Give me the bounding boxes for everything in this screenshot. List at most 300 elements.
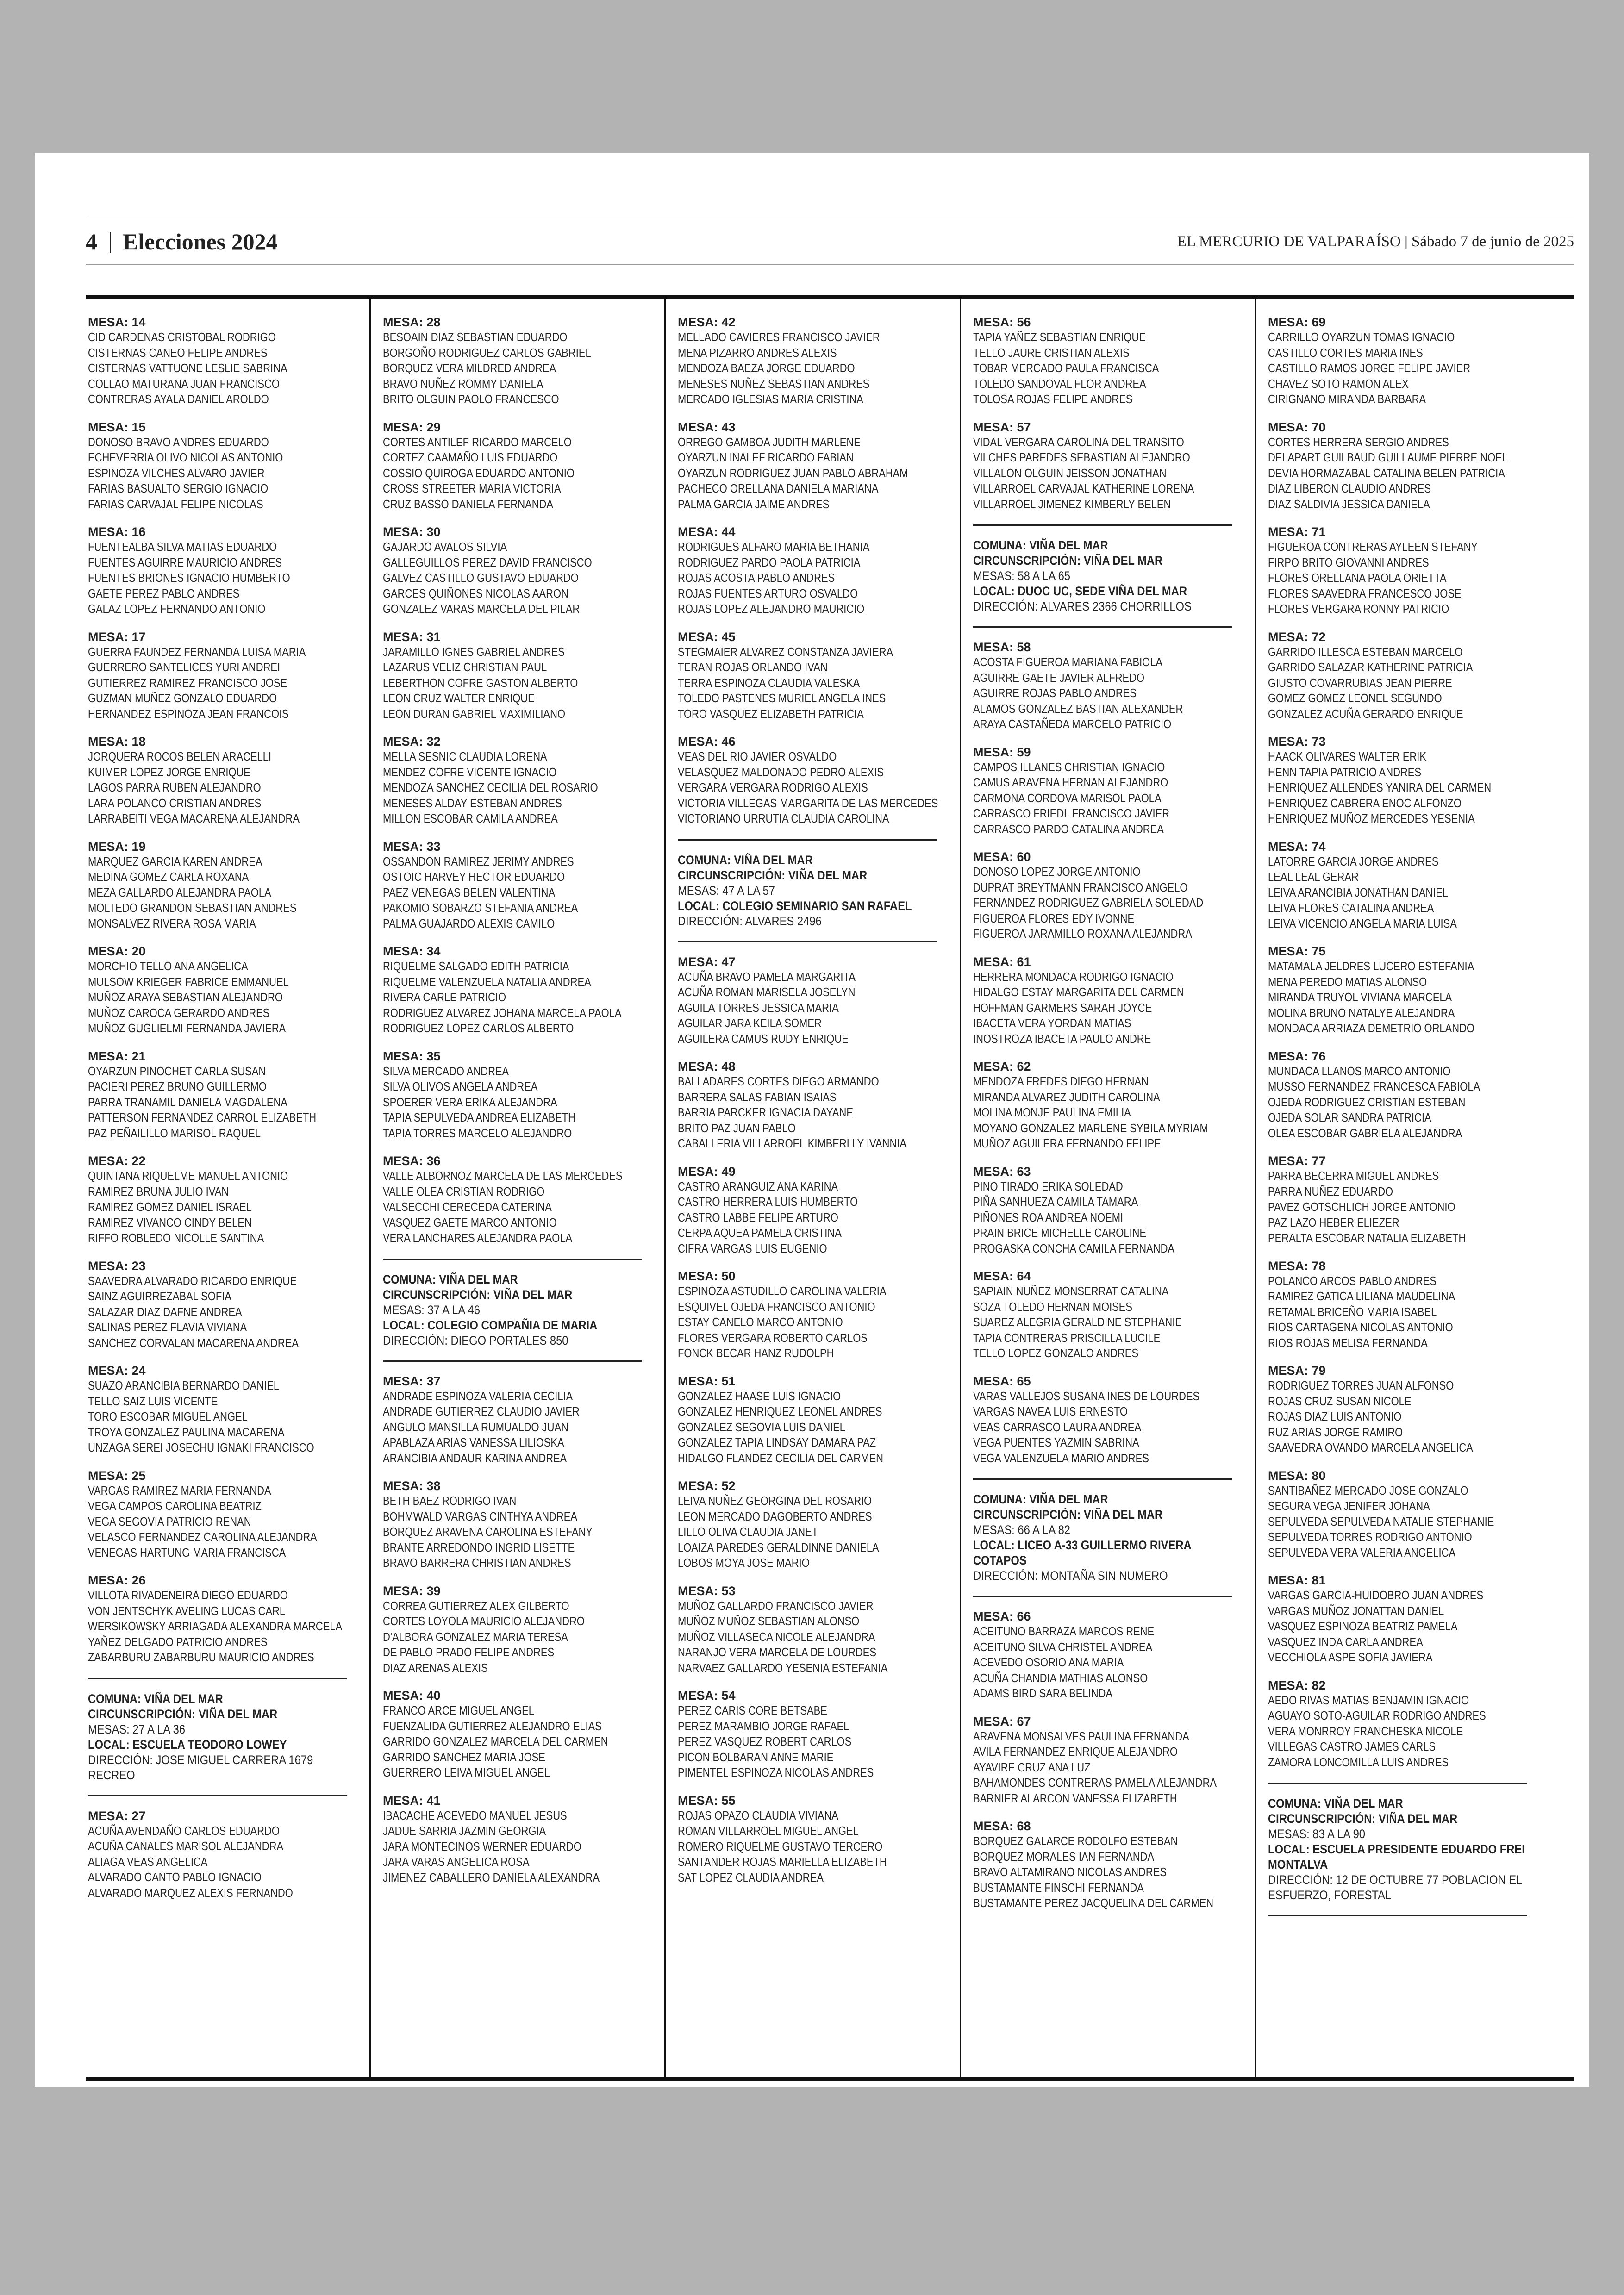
member-name: DE PABLO PRADO FELIPE ANDRES bbox=[383, 1646, 555, 1659]
member-name: HERRERA MONDACA RODRIGO IGNACIO bbox=[973, 970, 1174, 984]
member-name: FUENZALIDA GUTIERREZ ALEJANDRO ELIAS bbox=[383, 1720, 602, 1733]
member-name: COLLAO MATURANA JUAN FRANCISCO bbox=[88, 377, 280, 391]
member-name: CASTRO ARANGUIZ ANA KARINA bbox=[678, 1180, 838, 1193]
member-name: FONCK BECAR HANZ RUDOLPH bbox=[678, 1347, 834, 1360]
member-name: RAMIREZ GOMEZ DANIEL ISRAEL bbox=[88, 1201, 252, 1214]
mesa-block bbox=[88, 734, 361, 827]
newspaper-page bbox=[35, 153, 1589, 2087]
member-name: GAETE PEREZ PABLO ANDRES bbox=[88, 587, 240, 600]
circunscripcion-line: CIRCUNSCRIPCIÓN: VIÑA DEL MAR bbox=[88, 1707, 278, 1721]
polling-place-block bbox=[88, 1691, 361, 1783]
member-name: MUÑOZ MUÑOZ SEBASTIAN ALONSO bbox=[678, 1615, 860, 1628]
member-name: ROJAS DIAZ LUIS ANTONIO bbox=[1268, 1410, 1402, 1423]
member-name: ACUÑA CANALES MARISOL ALEJANDRA bbox=[88, 1840, 284, 1853]
mesa-block bbox=[383, 1049, 656, 1142]
local-line: LOCAL: COLEGIO COMPAÑIA DE MARIA bbox=[383, 1318, 598, 1332]
member-name: BORQUEZ VERA MILDRED ANDREA bbox=[383, 362, 556, 375]
mesa-title: MESA: 77 bbox=[1268, 1154, 1326, 1168]
member-name: HENN TAPIA PATRICIO ANDRES bbox=[1268, 766, 1422, 779]
member-name: CERPA AQUEA PAMELA CRISTINA bbox=[678, 1227, 842, 1240]
mesa-title: MESA: 66 bbox=[973, 1609, 1031, 1623]
mesa-block bbox=[383, 1688, 656, 1781]
polling-place-block bbox=[678, 853, 951, 929]
mesa-block bbox=[383, 1374, 656, 1467]
direccion-line: DIRECCIÓN: ALVARES 2366 CHORRILLOS bbox=[973, 599, 1192, 613]
mesa-title: MESA: 22 bbox=[88, 1154, 146, 1168]
member-name: FLORES VERGARA ROBERTO CARLOS bbox=[678, 1331, 868, 1345]
member-name: PIÑONES ROA ANDREA NOEMI bbox=[973, 1211, 1124, 1224]
member-name: MATAMALA JELDRES LUCERO ESTEFANIA bbox=[1268, 960, 1474, 973]
member-name: INOSTROZA IBACETA PAULO ANDRE bbox=[973, 1032, 1151, 1046]
member-name: SEPULVEDA SEPULVEDA NATALIE STEPHANIE bbox=[1268, 1515, 1494, 1528]
member-name: ACUÑA CHANDIA MATHIAS ALONSO bbox=[973, 1671, 1148, 1685]
member-name: BORGOÑO RODRIGUEZ CARLOS GABRIEL bbox=[383, 346, 591, 360]
member-name: RIOS ROJAS MELISA FERNANDA bbox=[1268, 1336, 1428, 1350]
member-name: ORREGO GAMBOA JUDITH MARLENE bbox=[678, 436, 861, 449]
member-name: GARRIDO SALAZAR KATHERINE PATRICIA bbox=[1268, 661, 1473, 674]
comuna-rule-bottom bbox=[88, 1795, 347, 1796]
member-name: GONZALEZ SEGOVIA LUIS DANIEL bbox=[678, 1421, 845, 1434]
mesa-title: MESA: 26 bbox=[88, 1573, 146, 1587]
member-name: ZABARBURU ZABARBURU MAURICIO ANDRES bbox=[88, 1651, 314, 1664]
mesa-title: MESA: 53 bbox=[678, 1584, 736, 1598]
polling-place-block bbox=[973, 1492, 1246, 1584]
mesa-title: MESA: 64 bbox=[973, 1269, 1031, 1283]
member-name: OYARZUN RODRIGUEZ JUAN PABLO ABRAHAM bbox=[678, 467, 908, 480]
member-name: GONZALEZ ACUÑA GERARDO ENRIQUE bbox=[1268, 707, 1463, 721]
member-name: MUÑOZ GALLARDO FRANCISCO JAVIER bbox=[678, 1599, 874, 1613]
mesa-title: MESA: 36 bbox=[383, 1154, 441, 1168]
mesa-title: MESA: 32 bbox=[383, 735, 441, 748]
polling-place-block bbox=[1268, 1796, 1541, 1903]
member-name: CISTERNAS VATTUONE LESLIE SABRINA bbox=[88, 362, 287, 375]
member-name: D'ALBORA GONZALEZ MARIA TERESA bbox=[383, 1630, 568, 1644]
mesa-block bbox=[1268, 1259, 1541, 1352]
member-name: ACEITUNO SILVA CHRISTEL ANDREA bbox=[973, 1640, 1153, 1654]
member-name: GUZMAN MUÑEZ GONZALO EDUARDO bbox=[88, 692, 277, 705]
member-name: VALLE ALBORNOZ MARCELA DE LAS MERCEDES bbox=[383, 1170, 623, 1183]
member-name: VARGAS NAVEA LUIS ERNESTO bbox=[973, 1405, 1128, 1418]
mesa-title: MESA: 19 bbox=[88, 839, 146, 854]
member-name: CASTRO HERRERA LUIS HUMBERTO bbox=[678, 1196, 858, 1209]
member-name: PATTERSON FERNANDEZ CARROL ELIZABETH bbox=[88, 1111, 317, 1124]
mesa-title: MESA: 70 bbox=[1268, 420, 1326, 434]
member-name: GOMEZ GOMEZ LEONEL SEGUNDO bbox=[1268, 692, 1442, 705]
member-name: VELASQUEZ MALDONADO PEDRO ALEXIS bbox=[678, 766, 884, 779]
member-name: AGUIRRE ROJAS PABLO ANDRES bbox=[973, 687, 1137, 700]
mesa-title: MESA: 76 bbox=[1268, 1049, 1326, 1063]
member-name: VEAS DEL RIO JAVIER OSVALDO bbox=[678, 750, 837, 763]
member-name: CARMONA CORDOVA MARISOL PAOLA bbox=[973, 792, 1162, 805]
mesa-block bbox=[973, 954, 1246, 1048]
member-name: MEDINA GOMEZ CARLA ROXANA bbox=[88, 871, 249, 884]
member-name: VASQUEZ ESPINOZA BEATRIZ PAMELA bbox=[1268, 1620, 1458, 1633]
mesa-block bbox=[678, 420, 951, 513]
mesa-title: MESA: 51 bbox=[678, 1374, 736, 1388]
member-name: DIAZ SALDIVIA JESSICA DANIELA bbox=[1268, 498, 1430, 511]
column-divider bbox=[664, 299, 666, 2078]
mesa-block bbox=[973, 420, 1246, 513]
member-name: ACUÑA BRAVO PAMELA MARGARITA bbox=[678, 970, 856, 984]
member-name: CID CARDENAS CRISTOBAL RODRIGO bbox=[88, 331, 276, 344]
comuna-rule-top bbox=[383, 1259, 642, 1260]
mesa-title: MESA: 65 bbox=[973, 1374, 1031, 1388]
direccion-line: DIRECCIÓN: DIEGO PORTALES 850 bbox=[383, 1333, 568, 1347]
mesa-title: MESA: 42 bbox=[678, 315, 736, 329]
member-name: RAMIREZ BRUNA JULIO IVAN bbox=[88, 1185, 229, 1198]
member-name: VALSECCHI CERECEDA CATERINA bbox=[383, 1201, 552, 1214]
member-name: ROJAS ACOSTA PABLO ANDRES bbox=[678, 572, 835, 585]
member-name: VILLARROEL CARVAJAL KATHERINE LORENA bbox=[973, 482, 1194, 495]
direccion-line: DIRECCIÓN: JOSE MIGUEL CARRERA 1679 RECREO bbox=[88, 1752, 313, 1782]
mesa-block bbox=[1268, 1468, 1541, 1561]
mesa-block bbox=[88, 944, 361, 1037]
member-name: MOLINA BRUNO NATALYE ALEJANDRA bbox=[1268, 1006, 1455, 1020]
member-name: SEPULVEDA TORRES RODRIGO ANTONIO bbox=[1268, 1531, 1472, 1544]
mesa-title: MESA: 72 bbox=[1268, 630, 1326, 644]
comuna-rule-top bbox=[973, 1478, 1232, 1480]
member-name: ROJAS FUENTES ARTURO OSVALDO bbox=[678, 587, 858, 600]
mesa-block bbox=[1268, 630, 1541, 723]
member-name: AEDO RIVAS MATIAS BENJAMIN IGNACIO bbox=[1268, 1694, 1469, 1707]
member-name: SAAVEDRA OVANDO MARCELA ANGELICA bbox=[1268, 1441, 1473, 1454]
member-name: CARRILLO OYARZUN TOMAS IGNACIO bbox=[1268, 331, 1455, 344]
member-name: MOLTEDO GRANDON SEBASTIAN ANDRES bbox=[88, 902, 297, 915]
column-3 bbox=[678, 315, 951, 2069]
member-name: MUÑOZ CAROCA GERARDO ANDRES bbox=[88, 1006, 270, 1020]
member-name: TERAN ROJAS ORLANDO IVAN bbox=[678, 661, 828, 674]
mesa-block bbox=[88, 1259, 361, 1352]
member-name: IBACACHE ACEVEDO MANUEL JESUS bbox=[383, 1809, 567, 1822]
member-name: MIRANDA TRUYOL VIVIANA MARCELA bbox=[1268, 991, 1452, 1004]
member-name: BARNIER ALARCON VANESSA ELIZABETH bbox=[973, 1792, 1177, 1805]
mesa-block bbox=[88, 630, 361, 723]
member-name: ACEITUNO BARRAZA MARCOS RENE bbox=[973, 1625, 1155, 1638]
member-name: RUZ ARIAS JORGE RAMIRO bbox=[1268, 1426, 1403, 1439]
member-name: GARRIDO ILLESCA ESTEBAN MARCELO bbox=[1268, 645, 1463, 659]
member-name: MUNDACA LLANOS MARCO ANTONIO bbox=[1268, 1065, 1451, 1078]
section-title: Elecciones 2024 bbox=[123, 229, 278, 255]
member-name: BRITO OLGUIN PAOLO FRANCESCO bbox=[383, 393, 559, 406]
member-name: NARVAEZ GALLARDO YESENIA ESTEFANIA bbox=[678, 1661, 888, 1675]
member-name: ADAMS BIRD SARA BELINDA bbox=[973, 1687, 1113, 1700]
member-name: LEBERTHON COFRE GASTON ALBERTO bbox=[383, 676, 578, 690]
member-name: OSSANDON RAMIREZ JERIMY ANDRES bbox=[383, 855, 574, 868]
member-name: JORQUERA ROCOS BELEN ARACELLI bbox=[88, 750, 272, 763]
member-name: ESPINOZA VILCHES ALVARO JAVIER bbox=[88, 467, 265, 480]
member-name: BORQUEZ GALARCE RODOLFO ESTEBAN bbox=[973, 1835, 1178, 1848]
member-name: FIGUEROA CONTRERAS AYLEEN STEFANY bbox=[1268, 541, 1478, 554]
member-name: SAAVEDRA ALVARADO RICARDO ENRIQUE bbox=[88, 1274, 297, 1288]
member-name: MUÑOZ VILLASECA NICOLE ALEJANDRA bbox=[678, 1630, 875, 1644]
direccion-line: DIRECCIÓN: 12 DE OCTUBRE 77 POBLACION EL ESFUERZO, FORESTAL bbox=[1268, 1873, 1522, 1902]
member-name: JIMENEZ CABALLERO DANIELA ALEXANDRA bbox=[383, 1871, 600, 1884]
member-name: ESQUIVEL OJEDA FRANCISCO ANTONIO bbox=[678, 1300, 875, 1314]
member-name: VILLOTA RIVADENEIRA DIEGO EDUARDO bbox=[88, 1589, 288, 1602]
member-name: BRITO PAZ JUAN PABLO bbox=[678, 1122, 796, 1135]
member-name: BRAVO BARRERA CHRISTIAN ANDRES bbox=[383, 1557, 571, 1570]
member-name: TERRA ESPINOZA CLAUDIA VALESKA bbox=[678, 676, 860, 690]
column-divider bbox=[1255, 299, 1256, 2078]
mesa-block bbox=[973, 1374, 1246, 1467]
member-name: GUTIERREZ RAMIREZ FRANCISCO JOSE bbox=[88, 676, 287, 690]
mesa-title: MESA: 30 bbox=[383, 525, 441, 539]
comuna-rule-bottom bbox=[678, 941, 937, 942]
direccion-line: DIRECCIÓN: MONTAÑA SIN NUMERO bbox=[973, 1569, 1168, 1583]
member-name: GUERRERO LEIVA MIGUEL ANGEL bbox=[383, 1766, 550, 1779]
circunscripcion-line: CIRCUNSCRIPCIÓN: VIÑA DEL MAR bbox=[383, 1287, 573, 1302]
mesa-title: MESA: 78 bbox=[1268, 1259, 1326, 1273]
member-name: HIDALGO FLANDEZ CECILIA DEL CARMEN bbox=[678, 1452, 883, 1465]
member-name: RIOS CARTAGENA NICOLAS ANTONIO bbox=[1268, 1321, 1453, 1334]
member-name: PAEZ VENEGAS BELEN VALENTINA bbox=[383, 886, 556, 899]
member-name: CORTEZ CAAMAÑO LUIS EDUARDO bbox=[383, 451, 558, 464]
member-name: TELLO JAURE CRISTIAN ALEXIS bbox=[973, 346, 1130, 360]
member-name: VERA LANCHARES ALEJANDRA PAOLA bbox=[383, 1232, 573, 1245]
comuna-line: COMUNA: VIÑA DEL MAR bbox=[973, 538, 1108, 552]
member-name: RODRIGUES ALFARO MARIA BETHANIA bbox=[678, 541, 870, 554]
member-name: PEREZ CARIS CORE BETSABE bbox=[678, 1704, 827, 1717]
member-name: MONDACA ARRIAZA DEMETRIO ORLANDO bbox=[1268, 1022, 1474, 1035]
member-name: FARIAS BASUALTO SERGIO IGNACIO bbox=[88, 482, 269, 495]
member-name: RETAMAL BRICEÑO MARIA ISABEL bbox=[1268, 1305, 1437, 1319]
member-name: LEIVA FLORES CATALINA ANDREA bbox=[1268, 902, 1434, 915]
mesa-block bbox=[88, 1468, 361, 1561]
member-name: DONOSO BRAVO ANDRES EDUARDO bbox=[88, 436, 269, 449]
member-name: VILLEGAS CASTRO JAMES CARLS bbox=[1268, 1740, 1436, 1753]
mesa-title: MESA: 79 bbox=[1268, 1364, 1326, 1378]
member-name: RODRIGUEZ ALVAREZ JOHANA MARCELA PAOLA bbox=[383, 1006, 622, 1020]
member-name: CORTES ANTILEF RICARDO MARCELO bbox=[383, 436, 572, 449]
mesa-title: MESA: 18 bbox=[88, 735, 146, 748]
mesa-block bbox=[678, 630, 951, 723]
member-name: CASTRO LABBE FELIPE ARTURO bbox=[678, 1211, 838, 1224]
mesa-block bbox=[1268, 944, 1541, 1037]
member-name: WERSIKOWSKY ARRIAGADA ALEXANDRA MARCELA bbox=[88, 1620, 343, 1633]
mesa-title: MESA: 25 bbox=[88, 1468, 146, 1483]
member-name: UNZAGA SEREI JOSECHU IGNAKI FRANCISCO bbox=[88, 1441, 314, 1454]
member-name: ZAMORA LONCOMILLA LUIS ANDRES bbox=[1268, 1756, 1449, 1769]
member-name: TOLOSA ROJAS FELIPE ANDRES bbox=[973, 393, 1133, 406]
member-name: VALLE OLEA CRISTIAN RODRIGO bbox=[383, 1185, 545, 1198]
member-name: LOAIZA PAREDES GERALDINNE DANIELA bbox=[678, 1541, 879, 1554]
mesa-block bbox=[1268, 1573, 1541, 1666]
member-name: PROGASKA CONCHA CAMILA FERNANDA bbox=[973, 1242, 1175, 1255]
member-name: TORO ESCOBAR MIGUEL ANGEL bbox=[88, 1410, 248, 1423]
member-name: MERCADO IGLESIAS MARIA CRISTINA bbox=[678, 393, 863, 406]
member-name: FIGUEROA FLORES EDY IVONNE bbox=[973, 912, 1135, 925]
member-name: OJEDA RODRIGUEZ CRISTIAN ESTEBAN bbox=[1268, 1096, 1466, 1109]
member-name: VEGA VALENZUELA MARIO ANDRES bbox=[973, 1452, 1149, 1465]
member-name: ECHEVERRIA OLIVO NICOLAS ANTONIO bbox=[88, 451, 283, 464]
header-separator bbox=[110, 232, 111, 253]
comuna-line: COMUNA: VIÑA DEL MAR bbox=[383, 1272, 518, 1286]
mesa-block bbox=[383, 839, 656, 932]
member-name: BARRIA PARCKER IGNACIA DAYANE bbox=[678, 1106, 854, 1119]
member-name: MORCHIO TELLO ANA ANGELICA bbox=[88, 960, 248, 973]
member-name: LEIVA VICENCIO ANGELA MARIA LUISA bbox=[1268, 917, 1457, 930]
mesa-title: MESA: 14 bbox=[88, 315, 146, 329]
local-line: LOCAL: DUOC UC, SEDE VIÑA DEL MAR bbox=[973, 584, 1187, 598]
member-name: BETH BAEZ RODRIGO IVAN bbox=[383, 1495, 517, 1508]
mesa-title: MESA: 29 bbox=[383, 420, 441, 434]
member-name: GALLEGUILLOS PEREZ DAVID FRANCISCO bbox=[383, 556, 592, 569]
mesa-block bbox=[973, 315, 1246, 408]
member-name: RIVERA CARLE PATRICIO bbox=[383, 991, 506, 1004]
mesa-title: MESA: 69 bbox=[1268, 315, 1326, 329]
member-name: PIÑA SANHUEZA CAMILA TAMARA bbox=[973, 1196, 1138, 1209]
mesa-block bbox=[1268, 1363, 1541, 1456]
member-name: HENRIQUEZ MUÑOZ MERCEDES YESENIA bbox=[1268, 812, 1475, 825]
mesa-title: MESA: 27 bbox=[88, 1809, 146, 1823]
publication-date: Sábado 7 de junio de 2025 bbox=[1411, 233, 1574, 250]
member-name: COSSIO QUIROGA EDUARDO ANTONIO bbox=[383, 467, 575, 480]
header-bottom-rule bbox=[86, 264, 1574, 265]
member-name: OYARZUN INALEF RICARDO FABIAN bbox=[678, 451, 854, 464]
mesa-title: MESA: 15 bbox=[88, 420, 146, 434]
member-name: GARRIDO GONZALEZ MARCELA DEL CARMEN bbox=[383, 1735, 608, 1748]
member-name: PICON BOLBARAN ANNE MARIE bbox=[678, 1751, 834, 1764]
member-name: VICTORIANO URRUTIA CLAUDIA CAROLINA bbox=[678, 812, 889, 825]
mesa-title: MESA: 59 bbox=[973, 745, 1031, 759]
polling-place-block bbox=[383, 1272, 656, 1348]
mesa-title: MESA: 52 bbox=[678, 1479, 736, 1493]
member-name: SEPULVEDA VERA VALERIA ANGELICA bbox=[1268, 1546, 1456, 1559]
mesa-block bbox=[678, 315, 951, 408]
member-name: MEZA GALLARDO ALEJANDRA PAOLA bbox=[88, 886, 271, 899]
mesa-title: MESA: 75 bbox=[1268, 944, 1326, 958]
member-name: GUERRERO SANTELICES YURI ANDREI bbox=[88, 661, 281, 674]
mesa-block bbox=[973, 640, 1246, 733]
member-name: RODRIGUEZ TORRES JUAN ALFONSO bbox=[1268, 1379, 1454, 1392]
member-name: RIFFO ROBLEDO NICOLLE SANTINA bbox=[88, 1232, 264, 1245]
member-name: ANGULO MANSILLA RUMUALDO JUAN bbox=[383, 1421, 568, 1434]
comuna-line: COMUNA: VIÑA DEL MAR bbox=[678, 853, 813, 867]
member-name: GONZALEZ TAPIA LINDSAY DAMARA PAZ bbox=[678, 1436, 876, 1449]
circunscripcion-line: CIRCUNSCRIPCIÓN: VIÑA DEL MAR bbox=[1268, 1812, 1458, 1826]
mesa-title: MESA: 40 bbox=[383, 1689, 441, 1703]
member-name: PRAIN BRICE MICHELLE CAROLINE bbox=[973, 1227, 1147, 1240]
member-name: SUAZO ARANCIBIA BERNARDO DANIEL bbox=[88, 1379, 280, 1392]
column-2 bbox=[383, 315, 656, 2069]
mesa-title: MESA: 44 bbox=[678, 525, 736, 539]
mesa-title: MESA: 45 bbox=[678, 630, 736, 644]
member-name: PAZ PEÑAILILLO MARISOL RAQUEL bbox=[88, 1127, 261, 1140]
mesa-block bbox=[1268, 839, 1541, 932]
member-name: MENA PIZARRO ANDRES ALEXIS bbox=[678, 346, 837, 360]
member-name: TAPIA YAÑEZ SEBASTIAN ENRIQUE bbox=[973, 331, 1146, 344]
member-name: PALMA GUAJARDO ALEXIS CAMILO bbox=[383, 917, 555, 930]
member-name: LAGOS PARRA RUBEN ALEJANDRO bbox=[88, 781, 261, 794]
mesa-block bbox=[678, 1269, 951, 1362]
member-name: PIMENTEL ESPINOZA NICOLAS ANDRES bbox=[678, 1766, 874, 1779]
member-name: TROYA GONZALEZ PAULINA MACARENA bbox=[88, 1426, 285, 1439]
comuna-line: COMUNA: VIÑA DEL MAR bbox=[1268, 1796, 1403, 1810]
member-name: OLEA ESCOBAR GABRIELA ALEJANDRA bbox=[1268, 1127, 1462, 1140]
member-name: ALAMOS GONZALEZ BASTIAN ALEXANDER bbox=[973, 702, 1183, 716]
local-line: LOCAL: ESCUELA PRESIDENTE EDUARDO FREI MONTALVA bbox=[1268, 1842, 1525, 1871]
member-name: RODRIGUEZ PARDO PAOLA PATRICIA bbox=[678, 556, 861, 569]
mesa-block bbox=[678, 1059, 951, 1152]
member-name: CARRASCO PARDO CATALINA ANDREA bbox=[973, 823, 1164, 836]
column-1 bbox=[88, 315, 361, 2069]
content-top-rule bbox=[86, 295, 1574, 299]
member-name: RAMIREZ GATICA LILIANA MAUDELINA bbox=[1268, 1290, 1455, 1303]
comuna-rule-bottom bbox=[1268, 1915, 1527, 1916]
member-name: JARA VARAS ANGELICA ROSA bbox=[383, 1856, 530, 1869]
member-name: MENDOZA BAEZA JORGE EDUARDO bbox=[678, 362, 855, 375]
member-name: YAÑEZ DELGADO PATRICIO ANDRES bbox=[88, 1635, 268, 1649]
member-name: AGUILA TORRES JESSICA MARIA bbox=[678, 1001, 839, 1015]
mesa-title: MESA: 56 bbox=[973, 315, 1031, 329]
member-name: CHAVEZ SOTO RAMON ALEX bbox=[1268, 377, 1409, 391]
mesa-block bbox=[383, 944, 656, 1037]
member-name: TAPIA CONTRERAS PRISCILLA LUCILE bbox=[973, 1331, 1161, 1345]
mesas-range-line: MESAS: 47 A LA 57 bbox=[678, 883, 775, 898]
mesa-block bbox=[973, 1164, 1246, 1257]
member-name: VIDAL VERGARA CAROLINA DEL TRANSITO bbox=[973, 436, 1184, 449]
member-name: AGUIRRE GAETE JAVIER ALFREDO bbox=[973, 671, 1145, 685]
mesa-title: MESA: 71 bbox=[1268, 525, 1326, 539]
publication-info: EL MERCURIO DE VALPARAÍSO | Sábado 7 de junio de 2025 bbox=[1177, 233, 1574, 250]
member-name: VERA MONRROY FRANCHESKA NICOLE bbox=[1268, 1725, 1463, 1738]
mesa-title: MESA: 16 bbox=[88, 525, 146, 539]
member-name: FUENTES AGUIRRE MAURICIO ANDRES bbox=[88, 556, 282, 569]
member-name: CORREA GUTIERREZ ALEX GILBERTO bbox=[383, 1599, 569, 1613]
member-name: VECCHIOLA ASPE SOFIA JAVIERA bbox=[1268, 1651, 1433, 1664]
member-name: GAJARDO AVALOS SILVIA bbox=[383, 541, 507, 554]
member-name: MENESES NUÑEZ SEBASTIAN ANDRES bbox=[678, 377, 870, 391]
member-name: DIAZ ARENAS ALEXIS bbox=[383, 1661, 488, 1675]
mesa-block bbox=[88, 1154, 361, 1247]
member-name: MELLADO CAVIERES FRANCISCO JAVIER bbox=[678, 331, 880, 344]
member-name: ROJAS CRUZ SUSAN NICOLE bbox=[1268, 1395, 1412, 1408]
member-name: TOLEDO PASTENES MURIEL ANGELA INES bbox=[678, 692, 886, 705]
member-name: JARA MONTECINOS WERNER EDUARDO bbox=[383, 1840, 581, 1853]
mesa-block bbox=[973, 1269, 1246, 1362]
mesa-block bbox=[973, 1714, 1246, 1807]
member-name: SANTANDER ROJAS MARIELLA ELIZABETH bbox=[678, 1856, 887, 1869]
member-name: LEON CRUZ WALTER ENRIQUE bbox=[383, 692, 535, 705]
member-name: BALLADARES CORTES DIEGO ARMANDO bbox=[678, 1075, 879, 1088]
mesa-block bbox=[88, 315, 361, 408]
mesa-block bbox=[678, 1478, 951, 1572]
member-name: AVILA FERNANDEZ ENRIQUE ALEJANDRO bbox=[973, 1746, 1178, 1759]
member-name: PERALTA ESCOBAR NATALIA ELIZABETH bbox=[1268, 1232, 1466, 1245]
direccion-line: DIRECCIÓN: ALVARES 2496 bbox=[678, 914, 822, 928]
mesa-block bbox=[383, 630, 656, 723]
local-line: LOCAL: COLEGIO SEMINARIO SAN RAFAEL bbox=[678, 898, 912, 913]
mesa-block bbox=[1268, 524, 1541, 617]
mesa-title: MESA: 46 bbox=[678, 735, 736, 748]
member-name: IBACETA VERA YORDAN MATIAS bbox=[973, 1017, 1131, 1030]
mesa-block bbox=[88, 1363, 361, 1456]
mesa-block bbox=[973, 1609, 1246, 1702]
member-name: SANCHEZ CORVALAN MACARENA ANDREA bbox=[88, 1336, 299, 1350]
mesa-block bbox=[88, 1809, 361, 1902]
member-name: AGUAYO SOTO-AGUILAR RODRIGO ANDRES bbox=[1268, 1709, 1486, 1722]
member-name: ESPINOZA ASTUDILLO CAROLINA VALERIA bbox=[678, 1285, 887, 1298]
comuna-rule-top bbox=[1268, 1783, 1527, 1784]
member-name: TORO VASQUEZ ELIZABETH PATRICIA bbox=[678, 707, 864, 721]
member-name: DONOSO LOPEZ JORGE ANTONIO bbox=[973, 866, 1141, 879]
member-name: RIQUELME VALENZUELA NATALIA ANDREA bbox=[383, 975, 591, 989]
member-name: PALMA GARCIA JAIME ANDRES bbox=[678, 498, 830, 511]
comuna-rule-bottom bbox=[973, 626, 1232, 628]
member-name: ROJAS LOPEZ ALEJANDRO MAURICIO bbox=[678, 603, 865, 616]
mesa-title: MESA: 28 bbox=[383, 315, 441, 329]
mesa-block bbox=[678, 1793, 951, 1886]
